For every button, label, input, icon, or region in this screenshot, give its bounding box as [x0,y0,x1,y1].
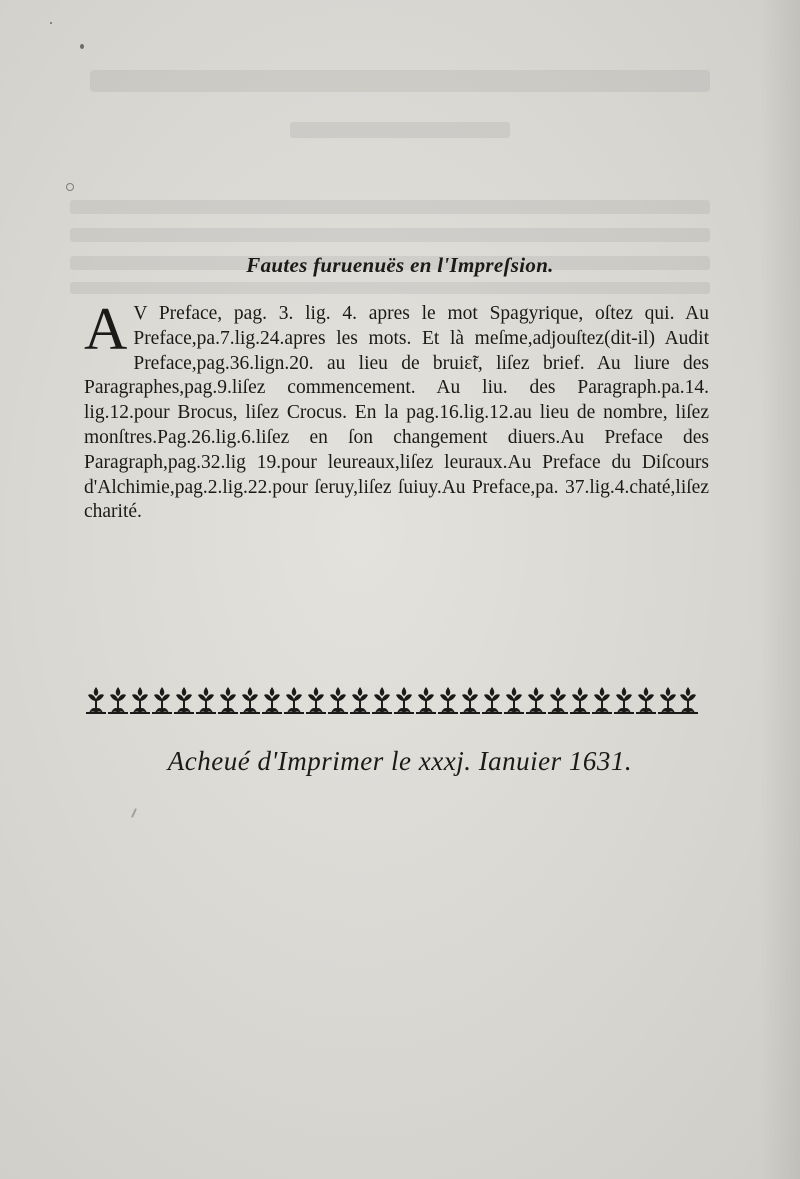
errata-heading: Fautes furuenuës en l'Impreſsion. [246,253,554,277]
colophon: Acheué d'Imprimer le xxxj. Ianuier 1631. [167,746,633,776]
page-edge-shadow [760,0,800,1179]
fleuron-ornament-band [86,682,698,716]
errata-paragraph [84,296,709,525]
drop-cap: A [84,296,128,362]
bleed-through-texture [60,60,740,61]
errata-text: V Preface, pag. 3. lig. 4. apres le mot Spagyrique, oſtez qui. Au Preface,pa.7.lig.24.apres les mots. Et là meſme,adjouſtez(dit-il) Audit Preface,pag.36.lign.20. au lieu de bruiɛ̃t, liſez brief. Au liure des Paragraphes,pag.9.liſez commencement. Au liu. des Paragraph.pa.14. lig.12.pour Brocus, liſez Crocus. En la pag.16.lig.12.au lieu de nombre, liſez monſtres.Pag.26.lig.6.liſez en ſon changement diuers.Au Preface des Paragraph,pag.32.lig 19.pour leureaux,liſez leuraux.Au Preface du Diſcours d'Alchimie,pag.2.lig.22.pour ſeruy,liſez ſuiuy.Au Preface,pa. 37.lig.4.chaté,liſez charité. [84,303,709,523]
